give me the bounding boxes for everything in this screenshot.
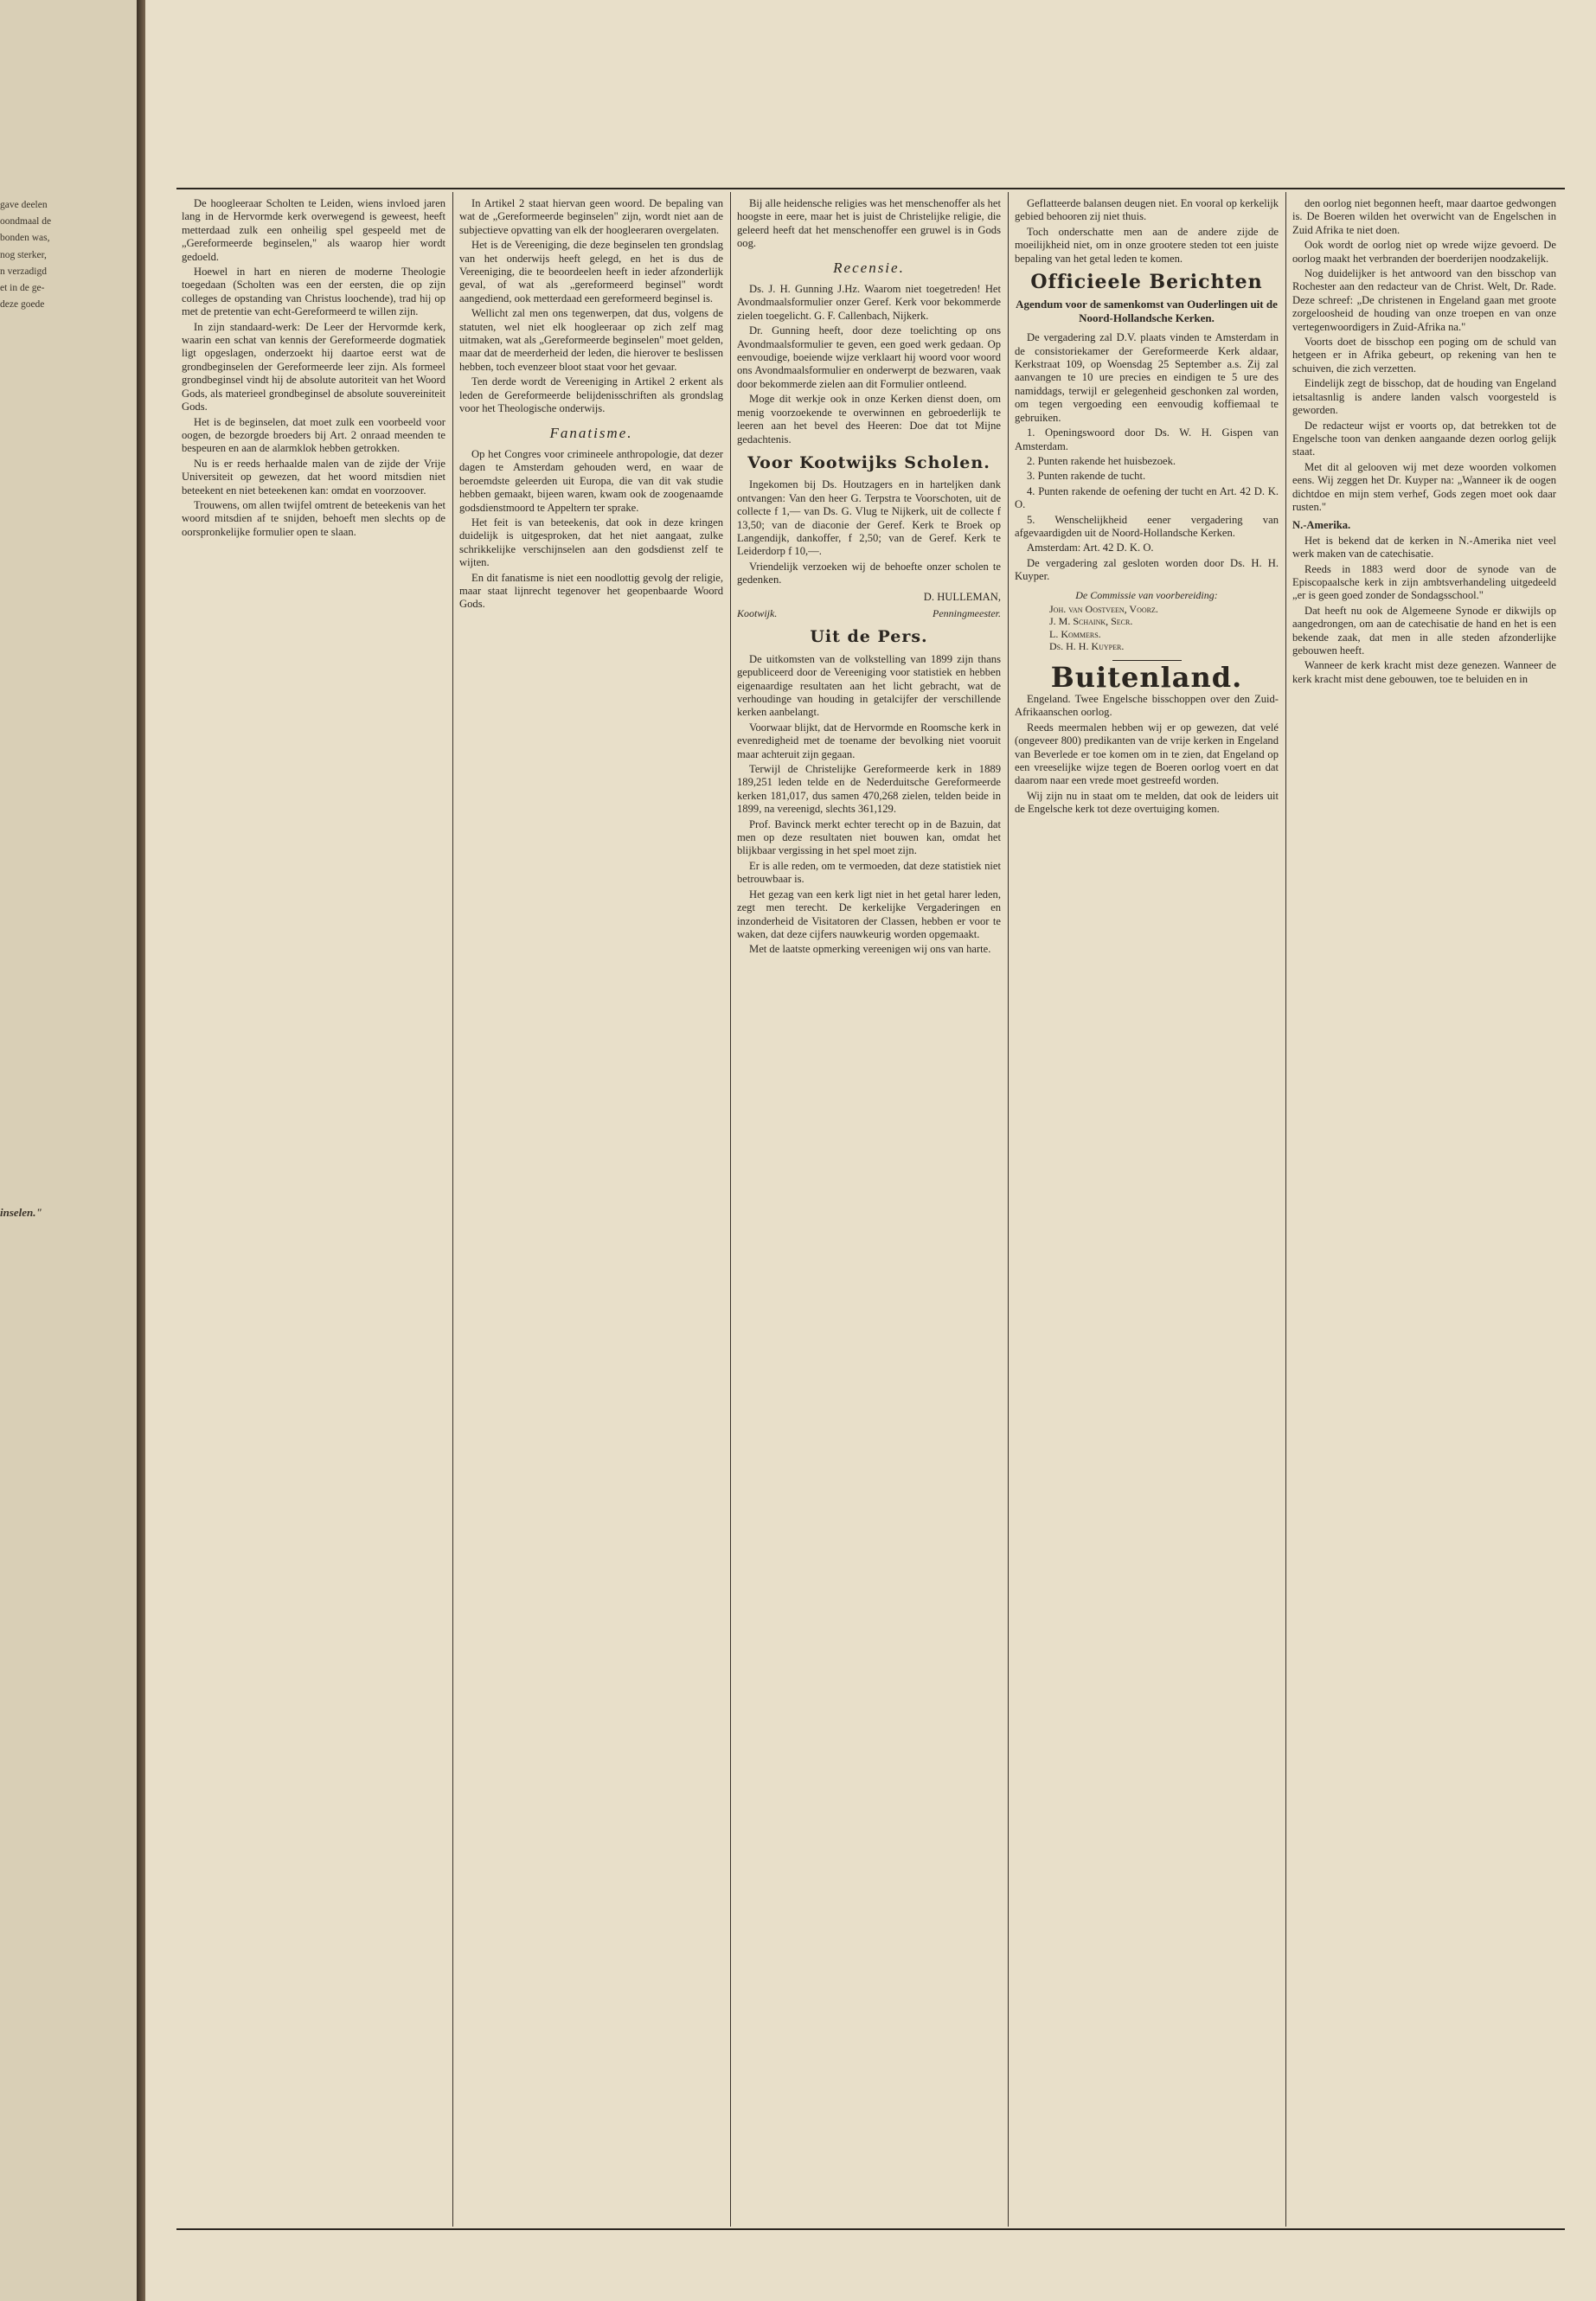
section-heading-fanatisme: Fanatisme. <box>549 424 633 441</box>
left-heading-fragment: inselen." <box>0 1206 42 1220</box>
paragraph: De vergadering zal D.V. plaats vinden te Amsterdam in de consistoriekamer der Gereformeerde Kerk aldaar, Kerkstraat 109, op Woensdag 25 September a.s. Zij zal aanvangen te 10 ure precies en eindigen te 5 ure des namiddags, terwijl er gelegenheid geschonken zal worden, om tegen vergoeding een eenvoudig koffiemaal te gebruiken. <box>1015 331 1279 424</box>
column-separator <box>730 192 731 2227</box>
paragraph: Nu is er reeds herhaalde malen van de zijde der Vrije Universiteit op gewezen, dat het woord mitsdien niet beteekent en niet beteekenen kan: omdat en voorzoover. <box>182 457 445 497</box>
paragraph: In Artikel 2 staat hiervan geen woord. De bepaling van wat de „Gereformeerde beginselen" zijn, wordt niet aan de subjectieve opvatting van elk der hoogleeraren overgelaten. <box>459 197 723 236</box>
paragraph: Terwijl de Christelijke Gereformeerde kerk in 1889 189,251 leden telde en de Nederduitsche Gereformeerde kerken 181,017, dus samen 470,268 zielen, telden beide in 1899, na vereenigd, slechts 361,129. <box>737 763 1001 816</box>
paragraph: Met dit al gelooven wij met deze woorden volkomen eens. Wij zeggen het Dr. Kuyper na: „Wanneer ik de oogen dichtdoe en mijn stem verhef, Gods zegen moet ook daar rusten." <box>1292 460 1556 513</box>
paragraph: Er is alle reden, om te vermoeden, dat deze statistiek niet betrouwbaar is. <box>737 859 1001 886</box>
column-4 <box>1015 197 1279 2221</box>
paragraph: Geflatteerde balansen deugen niet. En vooral op kerkelijk gebied behooren zij niet thuis. <box>1015 197 1279 223</box>
paragraph: En dit fanatisme is niet een noodlottig gevolg der religie, maar staat lijnrecht tegenover het geopenbaarde Woord Gods. <box>459 571 723 611</box>
paragraph: In zijn standaard-werk: De Leer der Hervormde kerk, waarin een schat van kennis der Gereformeerde dogmatiek ligt opgeslagen, onderzoekt hij daartoe eerst wat de grondbeginselen der Gereformeerde leer zijn. Als formeel grondbeginsel vindt hij de absolute autoriteit van het Woord Gods, als materieel grondbeginsel de absolute souvereiniteit Gods. <box>182 320 445 413</box>
paragraph: Met de laatste opmerking vereenigen wij ons van harte. <box>749 943 991 956</box>
paragraph: 4. Punten rakende de oefening der tucht en Art. 42 D. K. O. <box>1015 484 1279 511</box>
committee-member: Joh. van Oostveen, Voorz. <box>1049 602 1158 615</box>
paragraph: den oorlog niet begonnen heeft, maar daartoe gedwongen is. De Boeren wilden het overwicht van de Engelschen in Zuid Afrika te niet doen. <box>1292 197 1556 236</box>
paragraph: Het is bekend dat de kerken in N.-Amerika niet veel werk maken van de catechisatie. <box>1292 534 1556 561</box>
column-5 <box>1292 197 1556 2221</box>
committee-member: L. Kommers. <box>1049 627 1101 640</box>
paragraph: Het is de Vereeniging, die deze beginselen ten grondslag van het onderwijs heeft gelegd, en het is dus de Vereeniging, die te beoordeelen heeft in ieder afzonderlijk geval, of wat als „gereformeerd beginsel" wordt aangediend, ook metterdaad een gereformeerd beginsel is. <box>459 239 723 304</box>
section-heading-pers: Uit de Pers. <box>810 627 928 647</box>
paragraph: Het feit is van beteekenis, dat ook in deze kringen duidelijk is uitgesproken, dat het niet aangaat, zulke schrikkelijke verschijnselen aan den godsdienst zelf te wijten. <box>459 516 723 569</box>
paragraph: Trouwens, om allen twijfel omtrent de beteekenis van het woord mitsdien af te snijden, behoeft men slechts op de oorspronkelijke formulier open te slaan. <box>182 498 445 538</box>
paragraph: Prof. Bavinck merkt echter terecht op in de Bazuin, dat men op deze resultaten niet bouwen kan, omdat het blijkbaar vergissing in het spel moet zijn. <box>737 817 1001 857</box>
paragraph: 3. Punten rakende de tucht. <box>1027 470 1146 483</box>
left-fragment: deze goede <box>0 299 45 311</box>
paragraph: Engeland. Twee Engelsche bisschoppen over den Zuid-Afrikaanschen oorlog. <box>1015 693 1279 719</box>
committee-member: Ds. H. H. Kuyper. <box>1049 640 1125 653</box>
paragraph: 5. Wenschelijkheid eener vergadering van afgevaardigden uit de Noord-Hollandsche Kerken. <box>1015 513 1279 539</box>
left-fragment: oondmaal de <box>0 216 52 228</box>
section-heading-officiele: Officieele Berichten <box>1030 271 1263 294</box>
left-fragment: et in de ge- <box>0 283 45 294</box>
left-fragment: n verzadigd <box>0 266 47 277</box>
agendum-subheading: Agendum voor de samenkomst van Ouderlingen uit de Noord-Hollandsche Kerken. <box>1016 298 1278 324</box>
paragraph: 1. Openingswoord door Ds. W. H. Gispen van Amsterdam. <box>1015 426 1279 452</box>
paragraph: De hoogleeraar Scholten te Leiden, wiens invloed jaren lang in de Hervormde kerk overwegend is geweest, heeft metterdaad zulk een onheilig spel gespeeld met de „Gereformeerde beginselen," als waarop hier wordt gedoeld. <box>182 197 445 263</box>
column-separator <box>1285 192 1286 2227</box>
column-separator <box>1008 192 1009 2227</box>
paragraph: Wanneer de kerk kracht mist deze genezen. Wanneer de kerk kracht mist dene gebouwen, toe te beluiden en in <box>1292 659 1556 685</box>
paragraph: Wellicht zal men ons tegenwerpen, dat dus, volgens de statuten, wel niet elk hoogleeraar op zich zelf mag uitmaken, wat als „Gereformeerde beginselen" moet gelden, maar dat de meerderheid der leden, die hierover te beslissen hebben, toch evenzeer bloot staat voor het gevaar. <box>459 307 723 373</box>
signature-role: Penningmeester. <box>933 606 1001 619</box>
paragraph: Hoewel in hart en nieren de moderne Theologie toegedaan (Scholten was een der eersten, die op zijn colleges de opstanding van Christus loochende), trad hij op met de pretentie van echt-Gereformeerd te willen zijn. <box>182 266 445 318</box>
paragraph: Nog duidelijker is het antwoord van den bisschop van Rochester aan den redacteur van de Christ. Welt, Dr. Rade. Deze schreef: „De christenen in Engeland gaan met groote zorgeloosheid de houding van onze troepen en van onze vertegenwoordigers in Zuid-Afrika na." <box>1292 267 1556 333</box>
signature: D. HULLEMAN, <box>923 590 1001 603</box>
paragraph: Reeds in 1883 werd door de synode van de Episcopaalsche kerk in zijn ambtsverhandeling uitgedeeld „er is geen goed zonder de Sondagsschool." <box>1292 562 1556 602</box>
column-separator <box>452 192 453 2227</box>
paragraph: Ook wordt de oorlog niet op wrede wijze gevoerd. De oorlog maakt het verbranden der boerderijen noodzakelijk. <box>1292 239 1556 265</box>
paragraph: Voorts doet de bisschop een poging om de schuld van hetgeen er in Afrika gebeurt, op rekening van hen te schuiven, die zich verzetten. <box>1292 336 1556 375</box>
committee-member: J. M. Schaink, Secr. <box>1049 615 1133 628</box>
column-2 <box>459 197 723 2221</box>
left-fragment: nog sterker, <box>0 249 47 260</box>
paragraph: Vriendelijk verzoeken wij de behoefte onzer scholen te gedenken. <box>737 560 1001 586</box>
paragraph: Dr. Gunning heeft, door deze toelichting op ons Avondmaalsformulier te geven, een goed werk gedaan. Op eenvoudige, boeiende wijze verklaart hij woord voor woord ons Avondmaalsformulier en onderwerpt de bezwaren, vaak door bekommerde zielen aan dit Formulier ontleend. <box>737 324 1001 390</box>
paragraph: Amsterdam: Art. 42 D. K. O. <box>1027 542 1154 554</box>
column-1 <box>182 197 445 2221</box>
newspaper-page <box>145 0 1596 2301</box>
section-heading-recensie: Recensie. <box>833 259 905 276</box>
previous-page-edge <box>0 0 137 2301</box>
signature-row <box>737 607 1001 620</box>
book-gutter <box>137 0 145 2301</box>
left-fragment: gave deelen <box>0 200 48 210</box>
section-heading-kootwijk: Voor Kootwijks Scholen. <box>747 452 990 472</box>
column-3 <box>737 197 1001 2221</box>
left-fragment: bonden was, <box>0 233 50 244</box>
paragraph: Op het Congres voor crimineele anthropologie, dat dezer dagen te Amsterdam gehouden werd, en waar de beroemdste geleerden uit Europa, die van dit vak studie hebben gemaakt, bijeen waren, kwam ook de zoogenaamde godsdienstmoord te Appeltern ter sprake. <box>459 447 723 514</box>
section-heading-buitenland: Buitenland. <box>1050 660 1243 694</box>
paragraph: Ingekomen bij Ds. Houtzagers en in harteljken dank ontvangen: Van den heer G. Terpstra te Voorschoten, uit de collecte f 1,— van Ds. G. Vlug te Nijkerk, uit de collecte f 13,50; van de diaconie der Geref. Kerk te Broek op Langendijk, dankoffer, f 2,50; van de Geref. Kerk te Leiderdorp f 10,—. <box>737 478 1001 558</box>
top-rule <box>176 188 1565 189</box>
previous-page-column <box>0 199 130 1228</box>
paragraph: Ds. J. H. Gunning J.Hz. Waarom niet toegetreden! Het Avondmaalsformulier onzer Geref. Kerk voor bekommerde zielen toegelicht. G. F. Callenbach, Nijkerk. <box>737 283 1001 322</box>
paragraph: De vergadering zal gesloten worden door Ds. H. H. Kuyper. <box>1015 556 1279 583</box>
paragraph: Eindelijk zegt de bisschop, dat de houding van Engeland ietsaltasnlig is andere landen valsch voorgesteld is geworden. <box>1292 377 1556 417</box>
committee-title: De Commissie van voorbereiding: <box>1075 588 1218 601</box>
paragraph: Wij zijn nu in staat om te melden, dat ook de leiders uit de Engelsche kerk tot deze overtuiging komen. <box>1015 789 1279 816</box>
signature-place: Kootwijk. <box>737 606 778 619</box>
paragraph: Voorwaar blijkt, dat de Hervormde en Roomsche kerk in evenredigheid met de toename der bevolking niet vooruit maar achteruit zijn gegaan. <box>737 721 1001 760</box>
bottom-rule <box>176 2228 1565 2230</box>
paragraph: Dat heeft nu ook de Algemeene Synode er dikwijls op aangedrongen, om aan de catechisatie de hand en het is een bekende zaak, dat men in alle steden afzonderlijke gebouwen heeft. <box>1292 604 1556 657</box>
paragraph: Het is de beginselen, dat moet zulk een voorbeeld voor oogen, de bezorgde broeders bij Art. 2 onraad meenden te bespeuren en aan de alarmklok hebben getrokken. <box>182 415 445 455</box>
namerika-heading: N.-Amerika. <box>1292 519 1351 532</box>
paragraph: Reeds meermalen hebben wij er op gewezen, dat velé (ongeveer 800) predikanten van de vrije kerken in Engeland van Beverlede er toe komen om in te zien, dat Engeland op een vreeselijke wijze tegen de Boeren oorlog voert en dat daarom naar een vrede moet gestreefd worden. <box>1015 721 1279 787</box>
paragraph: De redacteur wijst er voorts op, dat betrekken tot de Engelsche toon van denken aangaande dezen oorlog gelijk staat. <box>1292 419 1556 458</box>
paragraph: Het gezag van een kerk ligt niet in het getal harer leden, zegt men terecht. De kerkelijke Vergaderingen en inzonderheid de Visitatoren der Classen, hebben er voor te waken, dat deze cijfers nauwkeurig worden opgemaakt. <box>737 888 1001 940</box>
paragraph: 2. Punten rakende het huisbezoek. <box>1027 454 1176 467</box>
paragraph: Moge dit werkje ook in onze Kerken dienst doen, om menig voorzoekende te overwinnen en gebroederlijk te leeren aan het bevel des Heeren: Doe dat tot Mijne gedachtenis. <box>737 393 1001 445</box>
paragraph: Ten derde wordt de Vereeniging in Artikel 2 erkent als leden de Gereformeerde belijdenisschriften als grondslag voor het Theologische onderwijs. <box>459 375 723 415</box>
paragraph: Bij alle heidensche religies was het menschenoffer als het hoogste in eere, maar het is juist de Christelijke religie, die geleerd heeft dat het menschenoffer een gruwel is in Gods oog. <box>737 197 1001 250</box>
paragraph: De uitkomsten van de volkstelling van 1899 zijn thans gepubliceerd door de Vereeniging voor statistiek en hebben eigenaardige resultaten aan het licht gebracht, wat de verhoudinge van houding in getalcijfer der verschillende kerken aanbelangt. <box>737 652 1001 719</box>
paragraph: Toch onderschatte men aan de andere zijde de moeilijkheid niet, om in onze grootere steden tot een juiste bepaling van het getal leden te komen. <box>1015 225 1279 265</box>
committee-signature <box>1049 589 1279 653</box>
